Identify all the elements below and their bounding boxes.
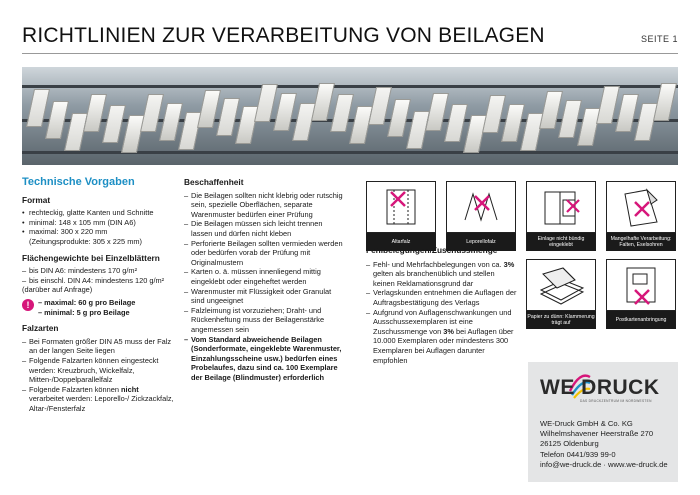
address-block <box>540 419 668 470</box>
papier-duenn-icon <box>526 259 596 329</box>
street: Wilhelmshavener Heerstraße 270 <box>540 429 654 439</box>
newspaper-insert <box>102 105 126 143</box>
weight-limits <box>22 298 174 317</box>
misprint-item: – Aufgrund von Auflagenschwankungen und Ausschussexemplaren ist eine Zuschussmenge von 3% bei Auflagen über 10.000 Exemplaren oder mindestens 300 Exemplaren bei Auflagen darunter empfohlen <box>366 308 518 366</box>
einlage-icon <box>526 181 596 251</box>
city: 26125 Oldenburg <box>540 439 599 449</box>
company-logo: WE DRUCK <box>540 376 660 399</box>
folds-section <box>22 324 174 413</box>
mangelhaft-icon <box>606 181 676 251</box>
newspaper-insert <box>140 94 164 132</box>
weights-item: – bis einschl. DIN A4: mindestens 120 g/m² <box>22 276 174 286</box>
weights-section <box>22 254 174 318</box>
icon-caption: Postkartenanbringung <box>606 311 676 329</box>
format-note: (Zeitungsprodukte: 305 x 225 mm) <box>29 236 142 246</box>
max-weight: – maximal: 60 g pro Beilage <box>38 297 136 307</box>
properties-item: – Warenmuster mit Flüssigkeit oder Granulat sind ungeeignet <box>184 287 344 306</box>
folds-item: – Folgende Falzarten können nicht verarbeitet werden: Leporello-/ Zickzackfalz, Altar-/Fensterfalz <box>22 385 174 414</box>
conveyor-rail <box>22 85 678 88</box>
misprint-heading: Fehlbelegungen/Zuschussmenge <box>366 245 498 255</box>
newspaper-insert <box>254 84 278 122</box>
newspaper-insert <box>653 83 677 121</box>
format-item: • rechteckig, glatte Kanten und Schnitte <box>22 208 174 218</box>
icon-caption: Papier zu dünn: Klammerung trägt auf <box>526 311 596 329</box>
properties-item: – Die Beilagen sollten nicht klebrig oder rutschig sein, spezielle Oberflächen, separate Warenmuster bedürfen einer Prüfung <box>184 191 344 220</box>
format-heading: Format <box>22 194 51 205</box>
properties-heading: Beschaffenheit <box>184 177 244 187</box>
technical-specs-heading: Technische Vorgaben <box>22 176 135 188</box>
misprint-column <box>366 246 518 365</box>
misprint-item: – Verlagskunden entnehmen die Auflagen der Auftragsbestätigung des Verlags <box>366 288 518 307</box>
icon-caption: Mangelhafte Verarbeitung: Falten, Eselsohren <box>606 233 676 251</box>
properties-item: – Karten o. ä. müssen innenliegend mittig eingeklebt oder eingeheftet werden <box>184 267 344 286</box>
newspaper-insert <box>501 104 525 142</box>
newspaper-insert <box>444 104 468 142</box>
page-number: SEITE 1 <box>640 34 678 44</box>
format-item: • minimal: 148 x 105 mm (DIN A6) <box>22 218 174 228</box>
contact-card <box>528 362 678 482</box>
newspaper-insert <box>425 93 449 131</box>
newspaper-insert <box>273 93 297 131</box>
properties-item: – Falzleimung ist vorzuziehen; Draht- und Rückenheftung muss der Beilagenstärke angemessen sein <box>184 306 344 335</box>
logo-tagline: DAS DRUCKZENTRUM IM NORDWESTEN <box>580 399 652 403</box>
folds-item: – Bei Formaten größer DIN A5 muss der Falz an der langen Seite liegen <box>22 337 174 356</box>
altarfalz-icon <box>366 181 436 251</box>
company-name: WE-Druck GmbH & Co. KG <box>540 419 633 428</box>
folds-item: – Folgende Falzarten können eingesteckt werden: Kreuzbruch, Wickelfalz, Mitten-/Doppelparallelfalz <box>22 356 174 385</box>
newspaper-insert <box>482 95 506 133</box>
header-photo <box>22 67 678 165</box>
warning-icon: ! <box>22 299 34 311</box>
weights-note: (darüber auf Anfrage) <box>22 285 93 295</box>
properties-item: – Die Beilagen müssen sich leicht trennen lassen und dürfen nicht kleben <box>184 219 344 238</box>
properties-item-bold: – Vom Standard abweichende Beilagen (Sonderformate, eingeklebte Warenmuster, Einzahlungsscheine usw.) bedürfen eines Probelaufes, dazu sind ca. 100 Exemplare der Beilage (Blindmuster) erforderlich <box>184 335 344 383</box>
page-header <box>0 0 700 62</box>
folds-heading: Falzarten <box>22 323 59 334</box>
newspaper-insert <box>330 94 354 132</box>
phone: Telefon 0441/939 99-0 <box>540 449 616 459</box>
header-divider <box>22 53 678 54</box>
properties-item: – Perforierte Beilagen sollten vermieden werden oder bedürfen vorab der Prüfung mit Originalmustern <box>184 239 344 268</box>
newspaper-insert <box>311 83 335 121</box>
icon-caption: Leporellofalz <box>446 233 516 251</box>
format-item: • maximal: 300 x 220 mm <box>22 227 174 237</box>
misprint-item: – Fehl- und Mehrfachbelegungen von ca. 3% gelten als branchenüblich und stellen keinen Reklamationsgrund dar <box>366 260 518 289</box>
min-weight: – minimal: 5 g pro Beilage <box>38 307 130 317</box>
technical-specs-column <box>22 178 174 420</box>
newspaper-insert <box>216 98 240 136</box>
page-title: RICHTLINIEN ZUR VERARBEITUNG VON BEILAGEN <box>22 24 545 47</box>
properties-column <box>184 178 344 382</box>
icon-caption: Einlage nicht bündig eingeklebt <box>526 233 596 251</box>
web-contact[interactable]: info@we-druck.de · www.we-druck.de <box>540 459 668 469</box>
icon-caption: Altarfalz <box>366 233 436 251</box>
newspaper-insert <box>615 94 639 132</box>
newspaper-insert <box>159 103 183 141</box>
newspaper-insert <box>197 90 221 128</box>
weights-item: – bis DIN A6: mindestens 170 g/m² <box>22 266 174 276</box>
newspaper-insert <box>539 91 563 129</box>
format-section <box>22 196 174 247</box>
postkarten-icon <box>606 259 676 329</box>
newspaper-insert <box>83 94 107 132</box>
weights-heading: Flächengewichte bei Einzelblättern <box>22 252 160 263</box>
leporellofalz-icon <box>446 181 516 251</box>
